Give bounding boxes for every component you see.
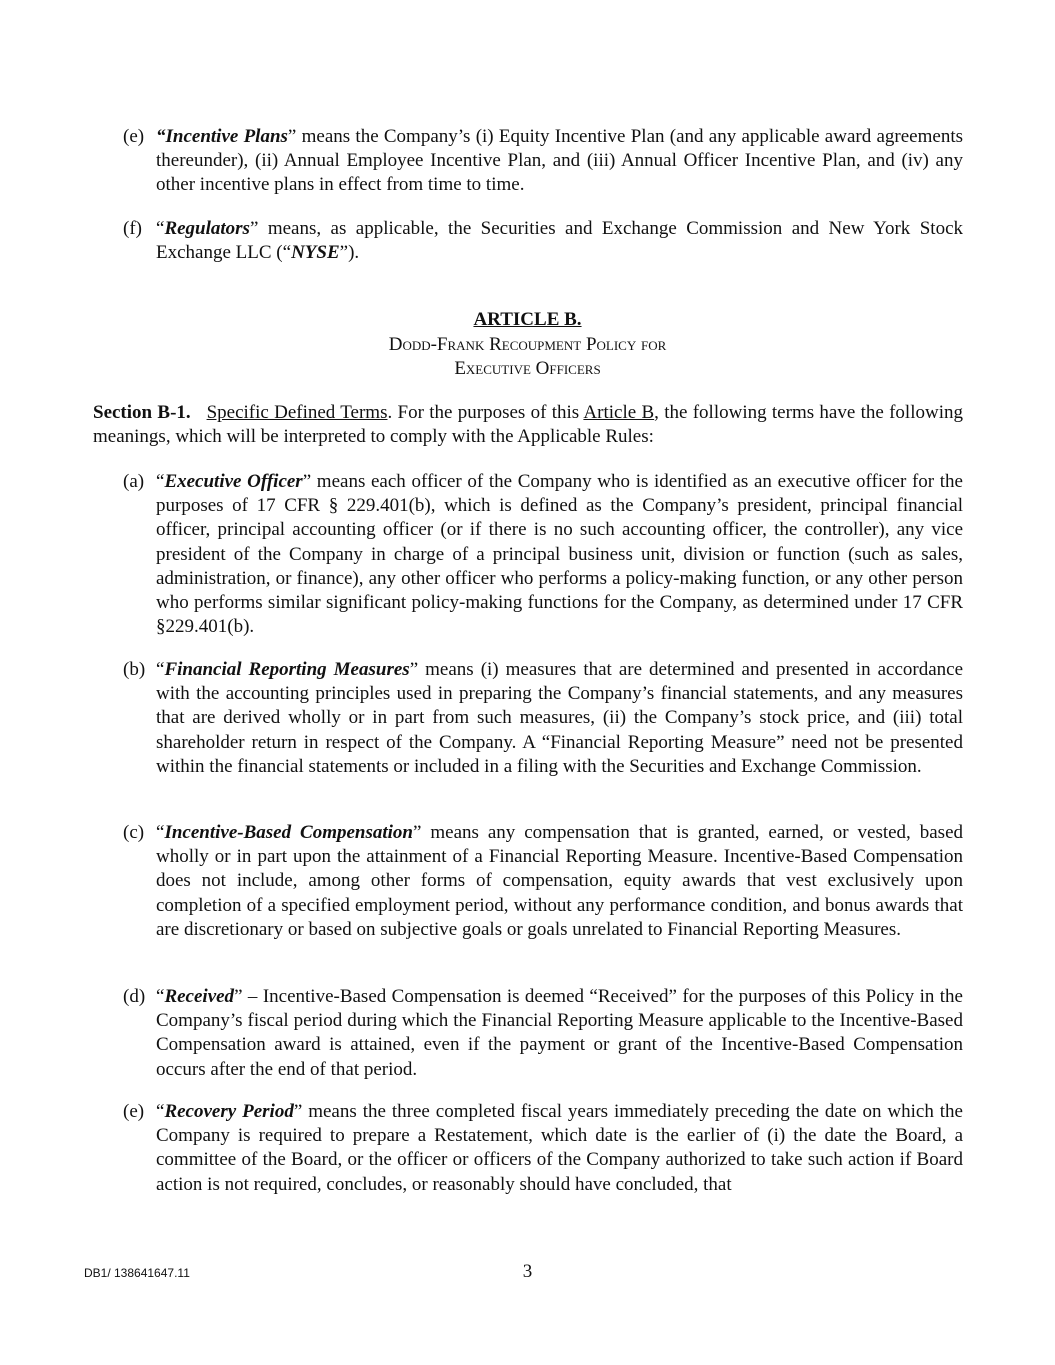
section-b-1: Section B-1. Specific Defined Terms. For the purposes of this Article B, the following terms have the following meanings, which will be interpreted to comply with the Applicable Rules: [93, 402, 963, 448]
definition-recovery-period [123, 1100, 963, 1197]
article-subtitle-line-1: Dodd-Frank Recoupment Policy for [388, 334, 667, 355]
definition-text: “Received” – Incentive-Based Compensation is deemed “Received” for the purposes of this Policy in the Company’s fiscal period during which the Financial Reporting Measure applicable to the Incentive-Based Compensation award is attained, even if the payment or grant of the Incentive-Based Compensation occurs after the end of that period. [156, 986, 963, 1080]
item-label: (e) [123, 1101, 145, 1122]
item-label: (a) [123, 471, 145, 492]
definition-text: “Executive Officer” means each officer of the Company who is identified as an executive officer for the purposes of 17 CFR § 229.401(b), which is defined as the Company’s president, principal financial officer, principal accounting officer (or if there is no such accounting officer, the controller), any vice president of the Company in charge of a principal business unit, division or function (such as sales, administration, or finance), any other officer who performs a policy-making function, or any other person who performs similar significant policy-making functions for the Company, as determined under 17 CFR §229.401(b). [156, 471, 963, 638]
defined-term: Regulators [164, 218, 250, 239]
definition-financial-reporting-measures [123, 658, 963, 779]
definition-incentive-based-compensation [123, 821, 963, 942]
item-label: (e) [123, 126, 145, 147]
defined-term: Received [164, 986, 235, 1007]
defined-term: Incentive Plans [165, 126, 288, 147]
definition-incentive-plans [123, 125, 963, 198]
article-subtitle-line-2: Executive Officers [454, 358, 601, 379]
defined-term-nyse: NYSE [291, 242, 340, 264]
item-label: (b) [123, 659, 146, 680]
defined-term: Financial Reporting Measures [164, 659, 410, 680]
defined-term: Incentive-Based Compensation [164, 822, 413, 843]
defined-term: Executive Officer [164, 471, 303, 492]
item-label: (d) [123, 986, 146, 1007]
definition-text: “Financial Reporting Measures” means (i) measures that are determined and presented in accordance with the accounting principles used in preparing the Company’s financial statements, and any measures that are derived wholly or in part from such measures, (ii) the Company’s stock price, and (iii) total shareholder return in respect of the Company. A “Financial Reporting Measure” need not be presented within the financial statements or included in a filing with the Securities and Exchange Commission. [156, 659, 964, 777]
definition-regulators [123, 217, 963, 265]
defined-term: Recovery Period [164, 1101, 294, 1122]
page-number: 3 [522, 1261, 533, 1282]
item-label: (f) [123, 218, 142, 239]
definition-text: “Recovery Period” means the three completed fiscal years immediately preceding the date on which the Company is required to prepare a Restatement, which date is the earlier of (i) the date the Board, a committee of the Board, or the officer or officers of the Company authorized to take such action if Board action is not required, concludes, or reasonably should have concluded, that [156, 1101, 963, 1195]
definition-received [123, 985, 963, 1082]
article-reference: Article B [583, 402, 655, 423]
section-heading: Specific Defined Terms [206, 402, 388, 423]
definition-executive-officer [123, 470, 963, 639]
document-id: DB1/ 138641647.11 [84, 1266, 190, 1280]
section-number: Section B-1. [93, 402, 191, 423]
definition-text: “Regulators” means, as applicable, the Securities and Exchange Commission and New York Stock Exchange LLC (“NYSE”). [156, 218, 963, 264]
item-label: (c) [123, 822, 145, 843]
definition-text: “Incentive Plans” means the Company’s (i) Equity Incentive Plan (and any applicable award agreements thereunder), (ii) Annual Employee Incentive Plan, and (iii) Annual Officer Incentive Plan, and (iv) any other incentive plans in effect from time to time. [156, 126, 963, 196]
article-title: ARTICLE B. [473, 309, 582, 330]
definition-text: “Incentive-Based Compensation” means any compensation that is granted, earned, or vested, based wholly or in part upon the attainment of a Financial Reporting Measure. Incentive-Based Compensation does not include, among other forms of compensation, equity awards that vest exclusively upon completion of a specified employment period, without any performance condition, and bonus awards that are discretionary or based on subjective goals or goals unrelated to Financial Reporting Measures. [156, 822, 963, 940]
